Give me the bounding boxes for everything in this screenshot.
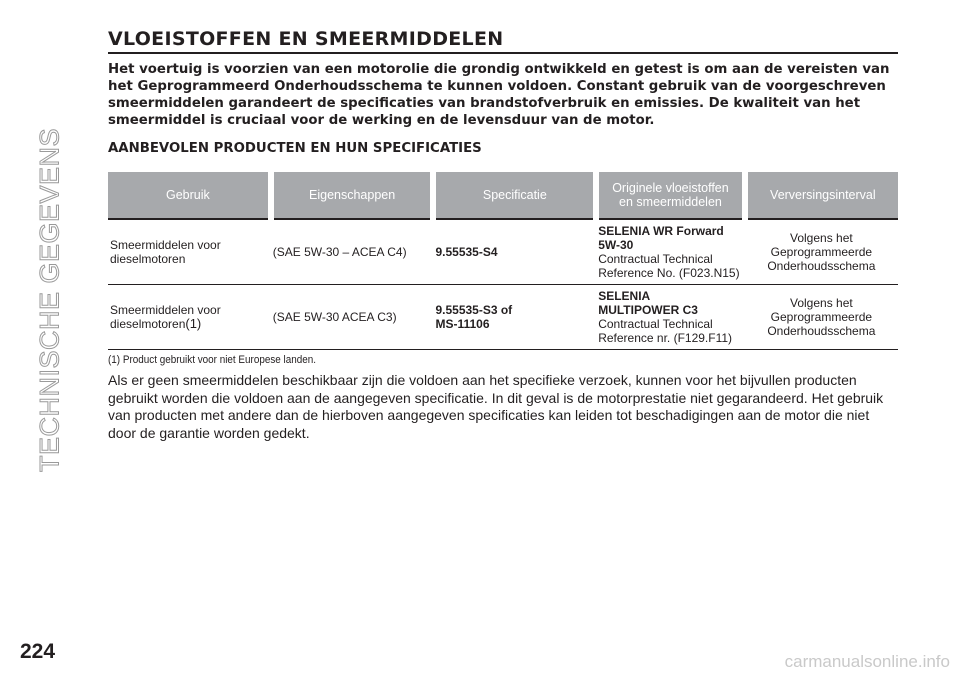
header-original-fluids — [596, 172, 745, 219]
page-number: 224 — [20, 640, 56, 663]
specifications-table — [108, 172, 898, 350]
product-reference-line-2: Reference No. (F023.N15) — [598, 266, 740, 280]
use-text: Smeermiddelen voor dieselmotoren — [110, 303, 221, 331]
cell-interval — [745, 285, 898, 350]
cell-use — [108, 285, 271, 350]
table-header-row — [108, 172, 898, 219]
table-footnote: (1) Product gebruikt voor niet Europese landen. — [108, 354, 317, 366]
product-reference-line-1: Contractual Technical — [598, 252, 713, 266]
header-interval: Verversingsinterval — [745, 172, 898, 219]
interval-line-3: Onderhoudsschema — [767, 259, 876, 273]
body-paragraph: Als er geen smeermiddelen beschikbaar zijn die voldoen aan het specifieke verzoek, kunnen voor het bijvullen producten gebruikt worden die voldoen aan de aangegeven specificatie. In dit geval is de motorprestatie niet gegarandeerd. Het gebruik van producten met andere dan de hierboven aangegeven specificaties kan leiden tot beschadigingen aan de motor die niet door de garantie worden gedekt. — [108, 372, 884, 441]
cell-properties: (SAE 5W-30 ACEA C3) — [271, 285, 434, 350]
product-name-line-1: SELENIA WR Forward — [598, 224, 724, 238]
header-properties: Eigenschappen — [271, 172, 434, 219]
product-name-line-1: SELENIA — [598, 289, 651, 303]
spec-line-1: 9.55535-S3 of — [435, 303, 513, 317]
interval-line-3: Onderhoudsschema — [767, 324, 876, 338]
product-name-line-2: MULTIPOWER C3 — [598, 303, 698, 317]
cell-interval — [745, 219, 898, 285]
cell-product — [596, 285, 745, 350]
header-specification: Specificatie — [433, 172, 596, 219]
interval-line-2: Geprogrammeerde — [770, 245, 873, 259]
section-tab: TECHNISCHE GEGEVENS — [34, 127, 65, 473]
product-name-line-2: 5W-30 — [598, 238, 634, 252]
page-title: VLOEISTOFFEN EN SMEERMIDDELEN — [108, 28, 898, 54]
use-text: Smeermiddelen voor dieselmotoren — [110, 238, 221, 266]
header-original-line-1: Originele vloeistoffen — [612, 181, 729, 195]
table-row — [108, 285, 898, 350]
cell-use — [108, 219, 271, 285]
section-subheading: AANBEVOLEN PRODUCTEN EN HUN SPECIFICATIES — [108, 141, 482, 156]
intro-paragraph: Het voertuig is voorzien van een motorolie die grondig ontwikkeld en getest is om aan de vereisten van het Geprogrammeerd Onderhoudsschema te kunnen voldoen. Constant gebruik van de voorgeschreven smeermiddelen garandeert de specificaties van brandstofverbruik en emissies. De kwaliteit van het smeermiddel is cruciaal voor de werking en de levensduur van de motor. — [108, 62, 890, 128]
interval-line-1: Volgens het — [790, 296, 853, 310]
header-use: Gebruik — [108, 172, 271, 219]
cell-product — [596, 219, 745, 285]
cell-specification: 9.55535-S4 — [433, 219, 596, 285]
page-content — [108, 28, 898, 442]
spec-line-2: MS-11106 — [435, 317, 490, 331]
interval-line-2: Geprogrammeerde — [770, 310, 873, 324]
cell-specification — [433, 285, 596, 350]
product-reference-line-2: Reference nr. (F129.F11) — [598, 331, 733, 345]
table-row — [108, 219, 898, 285]
watermark: carmanualsonline.info — [784, 652, 950, 671]
cell-properties: (SAE 5W-30 – ACEA C4) — [271, 219, 434, 285]
footnote-marker: (1) — [185, 316, 202, 331]
interval-line-1: Volgens het — [790, 231, 853, 245]
header-original-line-2: en smeermiddelen — [619, 195, 722, 209]
product-reference-line-1: Contractual Technical — [598, 317, 713, 331]
